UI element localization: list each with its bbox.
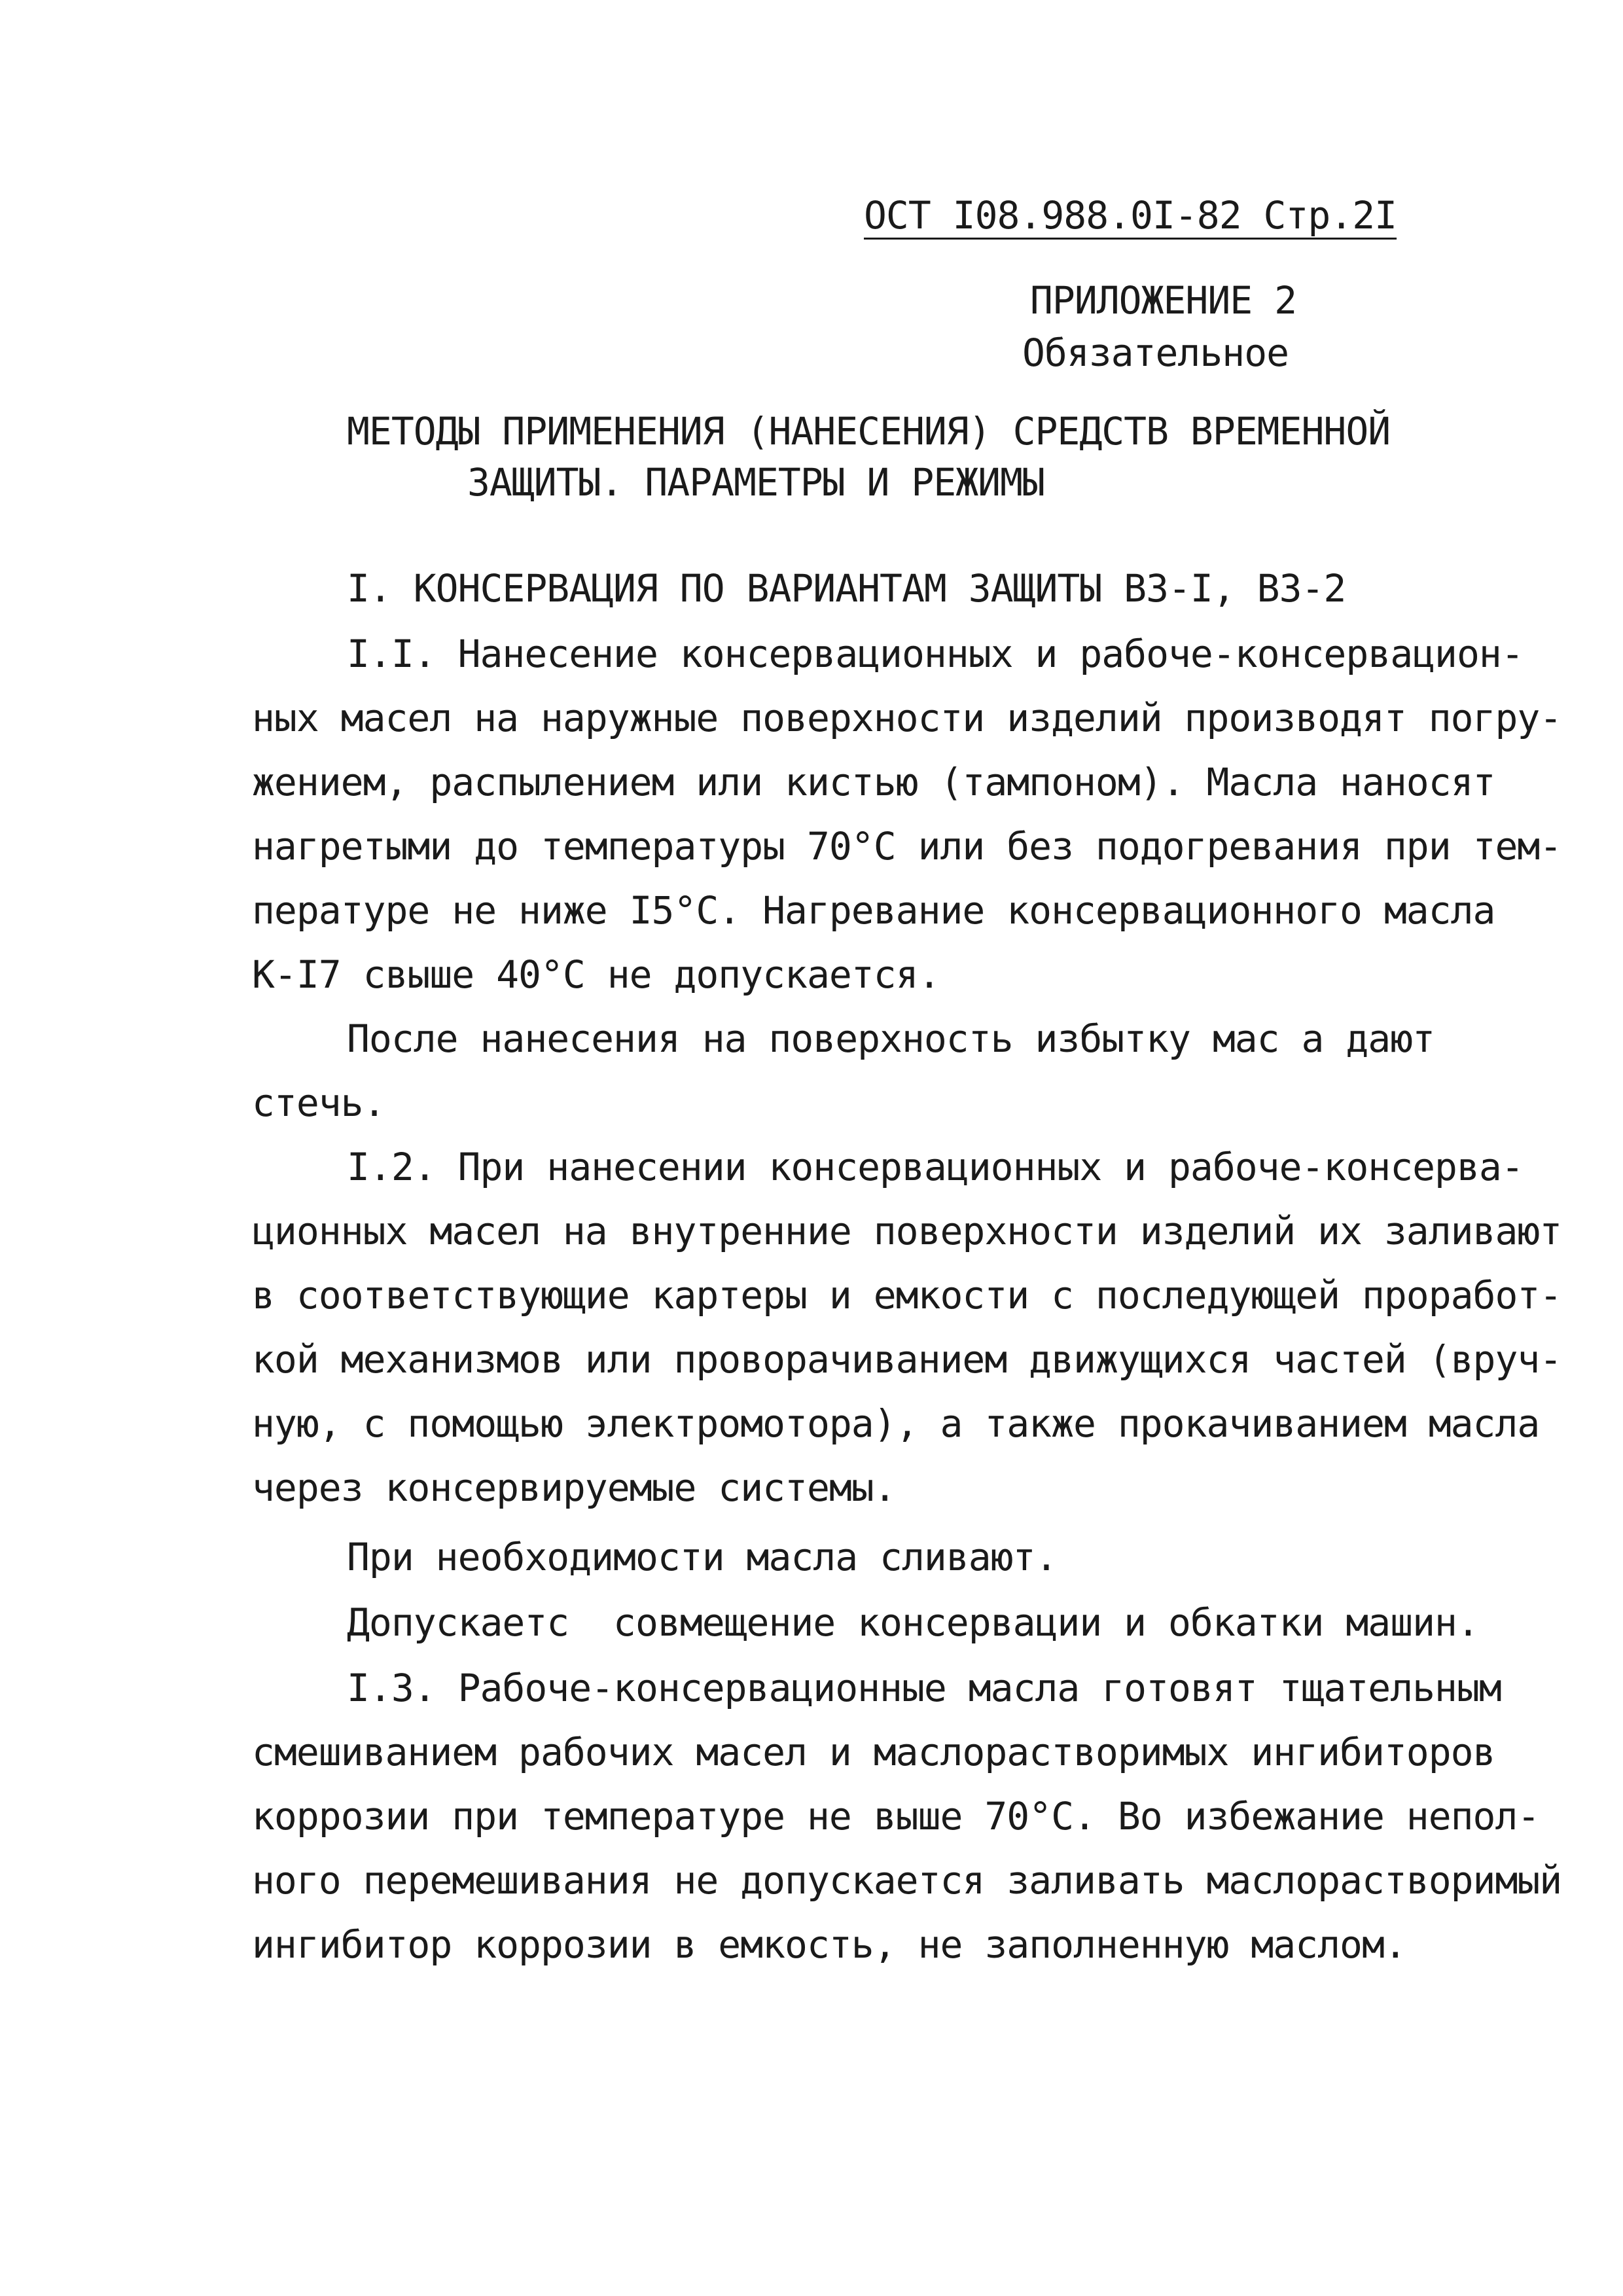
appendix-label: ПРИЛОЖЕНИЕ 2 [1030,278,1297,323]
body-line: ингибитор коррозии в емкость, не заполненную маслом. [252,1922,1406,1967]
body-line: жением, распылением или кистью (тампоном). Масла наносят [252,760,1495,804]
body-line: стечь. [252,1081,385,1125]
body-line: ционных масел на внутренние поверхности изделий их заливают [252,1209,1562,1253]
document-reference: ОСТ I08.988.0I-82 Стр.2I [864,193,1397,238]
body-line: ного перемешивания не допускается заливать маслорастворимый [252,1858,1562,1903]
body-line: При необходимости масла сливают. [347,1535,1058,1579]
body-line: кой механизмов или проворачиванием движущихся частей (вруч- [252,1337,1562,1382]
body-line: I.I. Нанесение консервационных и рабоче-консервацион- [347,632,1524,676]
body-line: После нанесения на поверхность избытку мас а дают [347,1016,1435,1061]
body-line: ных масел на наружные поверхности изделий производят погру- [252,696,1562,740]
appendix-status: Обязательное [1022,331,1289,375]
body-line: смешиванием рабочих масел и маслорастворимых ингибиторов [252,1730,1495,1774]
body-line: Допускаетс совмещение консервации и обкатки машин. [347,1600,1479,1645]
section-heading: I. КОНСЕРВАЦИЯ ПО ВАРИАНТАМ ЗАЩИТЫ ВЗ-I, ВЗ-2 [347,566,1346,611]
body-line: в соответствующие картеры и емкости с последующей проработ- [252,1273,1562,1318]
page-title-line-2: ЗАЩИТЫ. ПАРАМЕТРЫ И РЕЖИМЫ [467,460,1044,505]
body-line: I.3. Рабоче-консервационные масла готовят тщательным [347,1666,1501,1710]
body-line: нагретыми до температуры 70°С или без подогревания при тем- [252,824,1562,869]
body-line: через консервируемые системы. [252,1465,896,1510]
body-line: пературе не ниже I5°С. Нагревание консервационного масла [252,888,1495,933]
body-line: коррозии при температуре не выше 70°С. Во избежание непол- [252,1794,1540,1839]
body-line: К-I7 свыше 40°С не допускается. [252,952,940,997]
body-line: ную, с помощью электромотора), а также прокачиванием масла [252,1401,1540,1446]
body-line: I.2. При нанесении консервационных и рабоче-консерва- [347,1145,1524,1189]
page-title-line-1: МЕТОДЫ ПРИМЕНЕНИЯ (НАНЕСЕНИЯ) СРЕДСТВ ВРЕМЕННОЙ [347,409,1391,454]
